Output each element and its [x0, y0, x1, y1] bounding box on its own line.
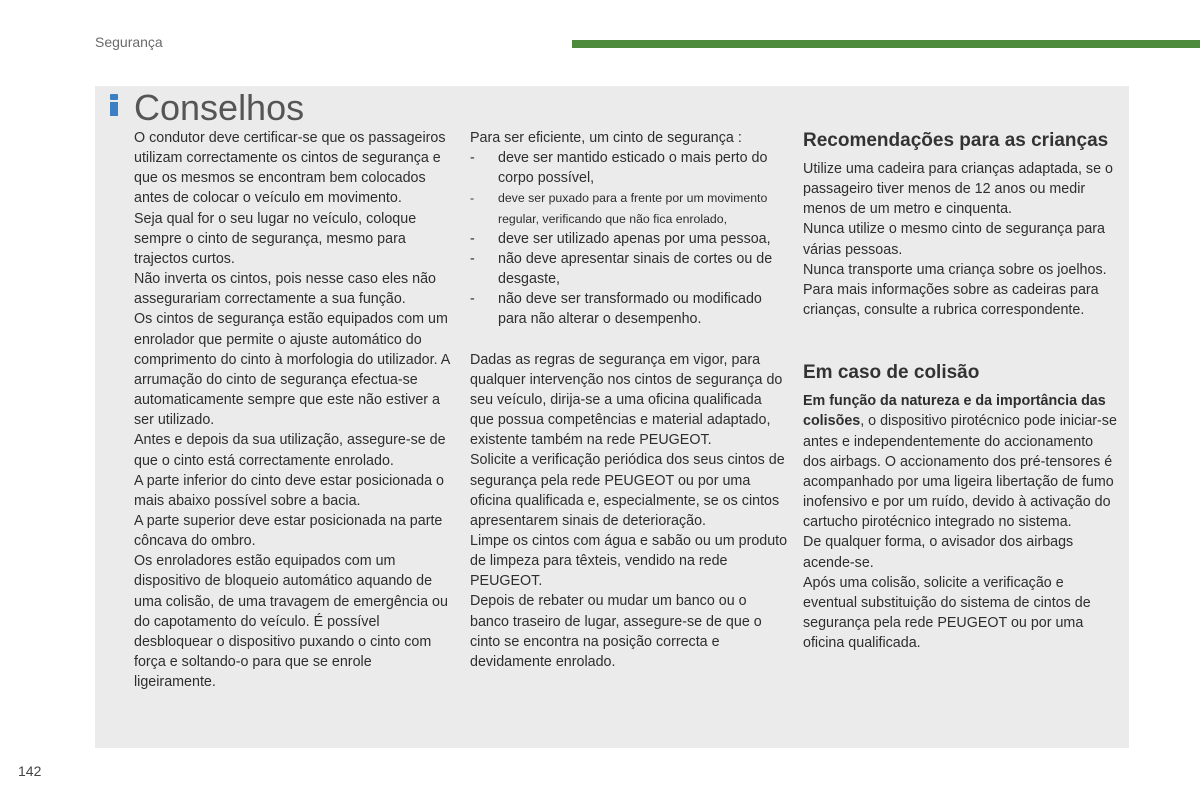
- column-seatbelt-efficiency: [470, 128, 788, 672]
- paragraph: Dadas as regras de segurança em vigor, para qualquer intervenção nos cintos de segurança do seu veículo, dirija-se a uma oficina qualificada que possua competências e material adaptado, existente também na rede PEUGEOT.: [470, 351, 783, 449]
- paragraph: Seja qual for o seu lugar no veículo, coloque sempre o cinto de segurança, mesmo para trajectos curtos.: [134, 210, 417, 267]
- page-number: 142: [18, 763, 42, 779]
- bullet-list: [470, 148, 788, 329]
- list-item: - deve ser utilizado apenas por uma pessoa,: [470, 229, 788, 249]
- spacer: [470, 330, 788, 350]
- header-accent-bar: [572, 40, 1200, 48]
- paragraph: Solicite a verificação periódica dos seus cintos de segurança pela rede PEUGEOT ou por uma oficina qualificada e, especialmente, se os cintos apresentarem sinais de deterioração.: [470, 452, 785, 529]
- info-icon: [110, 94, 120, 116]
- paragraph-text: , o dispositivo pirotécnico pode iniciar-se antes e independentemente do accionamento dos airbags. O accionamento dos pré-tensores é acompanhado por uma ligeira libertação de fumo inofensivo e por um ruído, devido à activação do cartucho pirotécnico integrado no sistema.: [803, 413, 1117, 531]
- list-item: - deve ser puxado para a frente por um movimento regular, verificando que não fica enrolado,: [470, 188, 788, 228]
- paragraph: Nunca utilize o mesmo cinto de segurança para várias pessoas.: [803, 221, 1105, 258]
- section-heading-children: Recomendações para as crianças: [803, 130, 1109, 151]
- paragraph: Antes e depois da sua utilização, assegure-se de que o cinto está correctamente enrolado.: [134, 432, 446, 469]
- page-title: Conselhos: [134, 87, 305, 128]
- info-icon-dot: [110, 94, 118, 100]
- paragraph: Depois de rebater ou mudar um banco ou o banco traseiro de lugar, assegure-se de que o cinto se encontra na posição correcta e devidamente enrolado.: [470, 593, 762, 670]
- paragraph: A parte inferior do cinto deve estar posicionada o mais abaixo possível sobre a bacia.: [134, 472, 444, 509]
- paragraph: Nunca transporte uma criança sobre os joelhos.: [803, 261, 1107, 278]
- column-children-collision: [803, 128, 1119, 653]
- section-label: Segurança: [95, 34, 163, 50]
- paragraph: De qualquer forma, o avisador dos airbags acende-se.: [803, 534, 1074, 571]
- emphasis-text: Em função da natureza e da importância das colisões: [803, 393, 1106, 430]
- paragraph: O condutor deve certificar-se que os passageiros utilizam correctamente os cintos de segurança e que os mesmos se encontram bem colocados antes de colocar o veículo em movimento.: [134, 130, 446, 207]
- paragraph: Os enroladores estão equipados com um dispositivo de bloqueio automático aquando de uma colisão, de uma travagem de emergência ou do capotamento do veículo. É possível desbloquear o dispositivo puxando o cinto com força e soltando-o para que se enrole ligeiramente.: [134, 553, 448, 691]
- paragraph: Os cintos de segurança estão equipados com um enrolador que permite o ajuste automático do comprimento do cinto à morfologia do utilizador. A arrumação do cinto de segurança efectua-se automaticamente sempre que este não estiver a ser utilizado.: [134, 311, 450, 429]
- paragraph: [803, 391, 1119, 532]
- column-seatbelt-usage: [134, 128, 454, 692]
- list-item: - não deve apresentar sinais de cortes ou de desgaste,: [470, 249, 788, 289]
- info-icon-stem: [110, 102, 118, 116]
- bullet-intro: Para ser eficiente, um cinto de segurança :: [470, 130, 742, 146]
- paragraph: A parte superior deve estar posicionada na parte côncava do ombro.: [134, 512, 443, 550]
- list-item: - não deve ser transformado ou modificado para não alterar o desempenho.: [470, 289, 788, 329]
- paragraph: Limpe os cintos com água e sabão ou um produto de limpeza para têxteis, vendido na rede PEUGEOT.: [470, 532, 788, 590]
- paragraph: Para mais informações sobre as cadeiras para crianças, consulte a rubrica correspondente.: [803, 281, 1099, 319]
- section-heading-collision: Em caso de colisão: [803, 362, 980, 384]
- paragraph: Utilize uma cadeira para crianças adaptada, se o passageiro tiver menos de 12 anos ou medir menos de um metro e cinquenta.: [803, 161, 1113, 218]
- spacer: [803, 320, 1119, 362]
- list-item: - deve ser mantido esticado o mais perto do corpo possível,: [470, 148, 788, 188]
- paragraph: Após uma colisão, solicite a verificação e eventual substituição do sistema de cintos de segurança pela rede PEUGEOT ou por uma oficina qualificada.: [803, 574, 1091, 652]
- paragraph: Não inverta os cintos, pois nesse caso eles não assegurariam correctamente a sua função.: [134, 271, 436, 308]
